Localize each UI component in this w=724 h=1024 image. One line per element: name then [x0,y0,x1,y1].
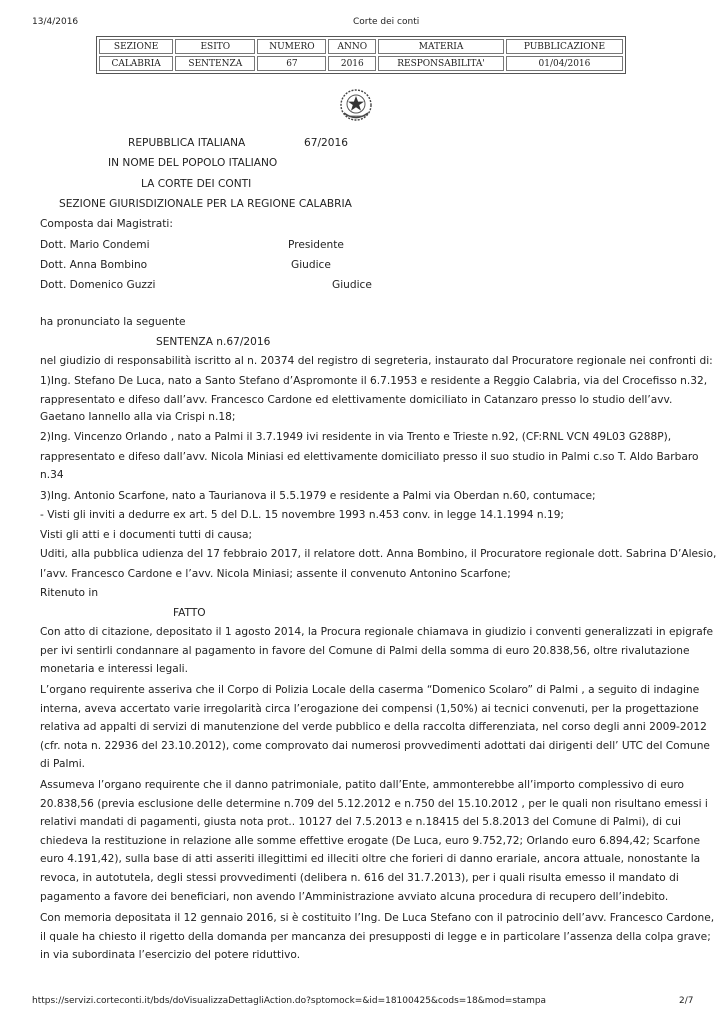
magistrate-role: Giudice [291,259,331,271]
fatto-heading: FATTO [173,607,206,619]
print-page-title: Corte dei conti [353,17,420,27]
body-line: Uditi, alla pubblica udienza del 17 febbraio 2017, il relatore dott. Anna Bombino, il Procuratore regionale dott. Sabrina D’Alesio, [40,548,717,560]
body-line: Assumeva l’organo requirente che il danno patrimoniale, patito dall’Ente, ammonterebbe all’importo complessivo di euro [40,779,685,791]
body-line: euro 4.191,42), sulla base di atti asseriti illegittimi ed illeciti oltre che forieri di danno erariale, ancora attuale, nonostante la [40,853,701,865]
body-line: 2)Ing. Vincenzo Orlando , nato a Palmi il 3.7.1949 ivi residente in via Trento e Trieste n.92, (CF:RNL VCN 49L03 G288P), [40,431,672,443]
body-line: revoca, in autotutela, degli stessi provvedimenti (delibera n. 616 del 31.7.2013), per i quali risulta emesso il mandato di [40,872,679,884]
body-line: relativi mandati di pagamenti, giusta nota prot.. 10127 del 7.5.2013 e n.18415 del 5.8.2013 del Comune di Palmi), di cui [40,816,681,828]
corte-heading: LA CORTE DEI CONTI [141,178,252,190]
sezione-heading: SEZIONE GIURISDIZIONALE PER LA REGIONE CALABRIA [59,198,352,210]
body-line: 1)Ing. Stefano De Luca, nato a Santo Stefano d’Aspromonte il 6.7.1953 e residente a Reggio Calabria, via del Crocefisso n.32, [40,375,708,387]
repubblica-heading: REPUBBLICA ITALIANA [128,137,246,149]
value-numero: 67 [257,56,326,71]
body-line: il quale ha chiesto il rigetto della domanda per mancanza dei presupposti di legge e in particolare l’assenza della colpa grave; [40,931,711,943]
print-date: 13/4/2016 [32,17,79,27]
body-line: - Visti gli inviti a dedurre ex art. 5 del D.L. 15 novembre 1993 n.453 conv. in legge 14.1.1994 n.19; [40,509,565,521]
body-line: l’avv. Francesco Cardone e l’avv. Nicola Miniasi; assente il convenuto Antonino Scarfone; [40,568,511,580]
page-url: https://servizi.corteconti.it/bds/doVisualizzaDettagliAction.do?sptomock=&id=18100425&cods=18&mod=stampa [32,996,547,1006]
value-esito: SENTENZA [175,56,255,71]
magistrate-role: Presidente [288,239,344,251]
popolo-heading: IN NOME DEL POPOLO ITALIANO [108,157,278,169]
body-line: monetaria e interessi legali. [40,663,188,675]
pronunciato-text: ha pronunciato la seguente [40,316,186,328]
header-sezione: SEZIONE [99,39,173,54]
sentenza-heading: SENTENZA n.67/2016 [156,336,271,348]
body-line: relativa ad appalti di servizi di manutenzione del verde pubblico e della raccolta differenziata, nel corso degli anni 2009-2012 [40,721,707,733]
value-sezione: CALABRIA [99,56,173,71]
body-line: 20.838,56 (previa esclusione delle determine n.709 del 5.12.2012 e n.750 del 15.10.2012 , per le quali non risultano emessi i [40,798,708,810]
body-line: chiedeva la restituzione in relazione alle somme effettive erogate (De Luca, euro 9.752,72; Orlando euro 6.894,42; Scarfone [40,835,701,847]
magistrate-name: Dott. Mario Condemi [40,239,150,251]
header-pubblicazione: PUBBLICAZIONE [506,39,623,54]
body-line: L’organo requirente asseriva che il Corpo di Polizia Locale della caserma “Domenico Scolaro” di Palmi , a seguito di indagine [40,684,700,696]
value-materia: RESPONSABILITA' [378,56,504,71]
body-line: di Palmi. [40,758,86,770]
magistrate-name: Dott. Anna Bombino [40,259,148,271]
italian-emblem-icon [338,87,374,123]
value-pubblicazione: 01/04/2016 [506,56,623,71]
body-line: in via subordinata l’esercizio del potere riduttivo. [40,949,301,961]
page-counter: 2/7 [679,996,694,1006]
body-line: interna, aveva accertato varie irregolarità circa l’erogazione dei compensi (1,50%) ai tecnici convenuti, per la progettazione [40,703,699,715]
body-line: Gaetano Iannello alla via Crispi n.18; [40,411,236,423]
body-line: n.34 [40,469,64,481]
body-line: Con atto di citazione, depositato il 1 agosto 2014, la Procura regionale chiamava in giudizio i conventi generalizzati in epigrafe [40,626,713,638]
body-line: nel giudizio di responsabilità iscritto al n. 20374 del registro di segreteria, instaurato dal Procuratore regionale nei confronti di: [40,355,713,367]
body-line: (cfr. nota n. 22936 del 23.10.2012), come comprovato dai numerosi provvedimenti adottati dai dirigenti dell’ UTC del Comune [40,740,710,752]
body-line: rappresentato e difeso dall’avv. Francesco Cardone ed elettivamente domiciliato in Catanzaro presso lo studio dell’avv. [40,394,673,406]
header-esito: ESITO [175,39,255,54]
body-line: Visti gli atti e i documenti tutti di causa; [40,529,253,541]
magistrate-role: Giudice [332,279,372,291]
body-line: rappresentato e difeso dall’avv. Nicola Miniasi ed elettivamente domiciliato presso il suo studio in Palmi c.so T. Aldo Barbaro [40,451,699,463]
metadata-value-row [99,56,623,71]
body-line: Con memoria depositata il 12 gennaio 2016, si è costituito l’Ing. De Luca Stefano con il patrocinio dell’avv. Francesco Cardone, [40,912,715,924]
sentence-number: 67/2016 [304,137,349,149]
body-line: pagamento a favore dei beneficiari, non avendo l’Amministrazione avviato alcuna procedura di recupero dell’indebito. [40,891,669,903]
magistrate-name: Dott. Domenico Guzzi [40,279,156,291]
value-anno: 2016 [328,56,376,71]
body-line: 3)Ing. Antonio Scarfone, nato a Taurianova il 5.5.1979 e residente a Palmi via Oberdan n.60, contumace; [40,490,596,502]
header-numero: NUMERO [257,39,326,54]
metadata-table [96,36,626,74]
body-line: Ritenuto in [40,587,99,599]
metadata-header-row [99,39,623,54]
body-line: per ivi sentirli condannare al pagamento in favore del Comune di Palmi della somma di euro 20.838,56, oltre rivalutazione [40,645,690,657]
composta-label: Composta dai Magistrati: [40,218,173,230]
header-materia: MATERIA [378,39,504,54]
header-anno: ANNO [328,39,376,54]
